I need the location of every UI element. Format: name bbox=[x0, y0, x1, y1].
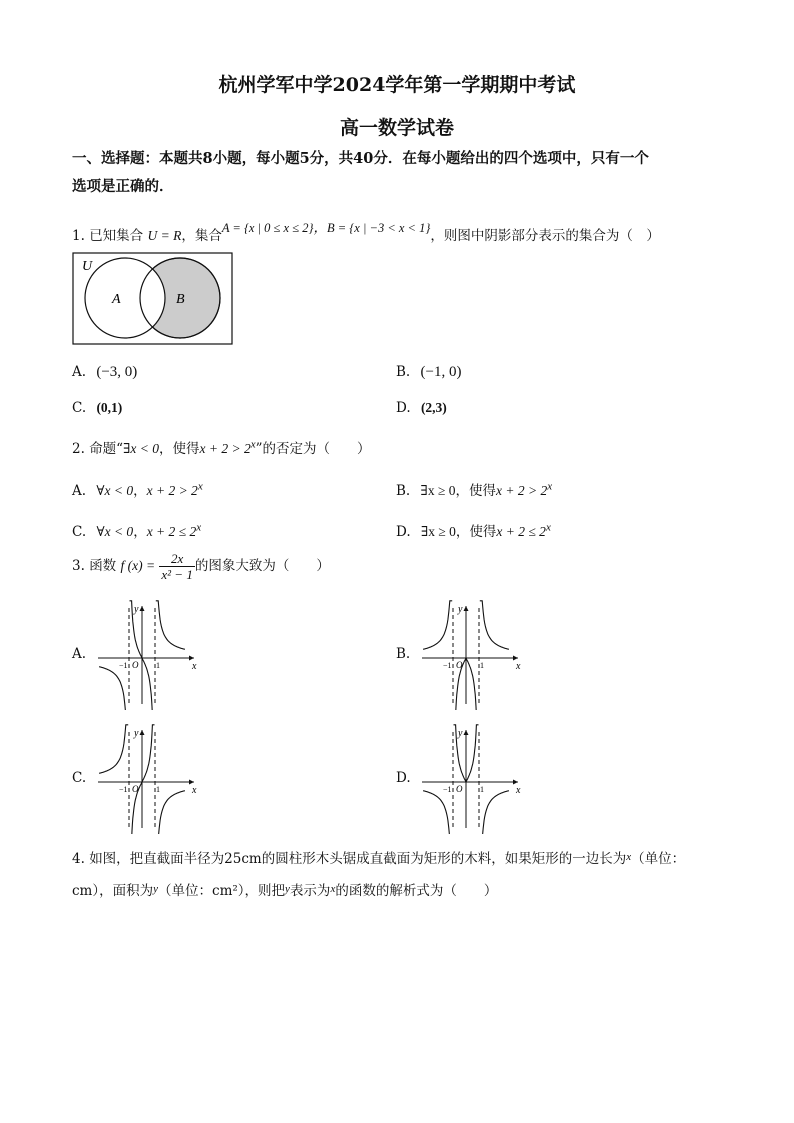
q3-fraction-den: x² − 1 bbox=[161, 567, 193, 582]
q4-var-y-2: y bbox=[285, 883, 290, 895]
q1-option-a-label: A. bbox=[72, 364, 87, 380]
exam-subtitle: 高一数学试卷 bbox=[339, 117, 454, 139]
x-axis-arrow bbox=[189, 780, 194, 785]
q3-fraction bbox=[159, 551, 194, 582]
q1-text-3: ，则图中阴影部分表示的集合为（ ） bbox=[430, 228, 660, 244]
q3-option-a-label[interactable]: A. bbox=[72, 646, 87, 662]
tick-neg-one: −1 bbox=[119, 785, 128, 794]
q2-option-a-exp: x bbox=[197, 480, 203, 493]
q3-fraction-num: 2x bbox=[159, 551, 194, 567]
x-axis-label: x bbox=[192, 661, 197, 672]
q3-function: f (x) = bbox=[120, 558, 156, 573]
q2-option-b[interactable] bbox=[396, 479, 552, 499]
q2-option-c-exp: x bbox=[196, 521, 202, 534]
q3-option-d-label[interactable]: D. bbox=[396, 770, 411, 786]
q2-option-b-quant: ∃x ≥ 0 bbox=[420, 483, 456, 498]
curve-left bbox=[423, 601, 452, 650]
x-axis-arrow bbox=[189, 656, 194, 661]
q4-var-y: y bbox=[153, 883, 159, 895]
q4-var-x: x bbox=[626, 851, 632, 863]
q2-text-3: ”的否定为（ ） bbox=[255, 441, 371, 457]
tick-neg-one: −1 bbox=[443, 785, 452, 794]
q2-option-c-quant: ∀x < 0 bbox=[96, 524, 134, 539]
q1-option-a-value: (−3, 0) bbox=[96, 364, 138, 380]
origin-label: O bbox=[456, 660, 463, 670]
x-axis-arrow bbox=[513, 656, 518, 661]
exam-title: 杭州学军中学2024学年第一学期期中考试 bbox=[218, 74, 576, 96]
tick-neg-one: −1 bbox=[443, 661, 452, 670]
curve-right bbox=[480, 601, 509, 650]
section-heading bbox=[72, 145, 732, 201]
q4-unit-1: （单位： bbox=[631, 851, 686, 867]
q4-number: 4. bbox=[72, 851, 85, 867]
q1-option-d-value: (2,3) bbox=[420, 400, 447, 415]
q2-option-d-quant: ∃x ≥ 0 bbox=[420, 524, 456, 539]
question-2 bbox=[72, 437, 371, 457]
q1-option-b-value: (−1, 0) bbox=[420, 364, 462, 380]
q2-option-c-sep: ， bbox=[133, 524, 147, 540]
q3-option-c-label[interactable]: C. bbox=[72, 770, 87, 786]
y-axis-arrow bbox=[464, 606, 469, 611]
q2-option-c-label: C. bbox=[72, 524, 87, 540]
q2-option-b-label: B. bbox=[396, 483, 411, 499]
q2-number: 2. bbox=[72, 441, 85, 457]
curve-left bbox=[99, 667, 128, 710]
q3-graph-a[interactable] bbox=[94, 600, 204, 710]
q2-option-d-sep: ，使得 bbox=[455, 524, 497, 540]
q4-line-1: 如图，把直截面半径为25cm的圆柱形木头锯成直截面为矩形的木料，如果矩形的一边长为 bbox=[89, 851, 627, 867]
question-4-line-2 bbox=[72, 879, 497, 899]
label-b: B bbox=[176, 292, 185, 307]
q2-exponent: x bbox=[250, 438, 256, 451]
q2-text-1: 命题“ bbox=[89, 441, 124, 457]
q1-option-d-label: D. bbox=[396, 400, 411, 416]
q1-option-a[interactable] bbox=[72, 364, 137, 381]
set-a-circle bbox=[85, 258, 165, 338]
q2-option-a-quant: ∀x < 0 bbox=[96, 483, 134, 498]
q1-text-1: 已知集合 bbox=[89, 228, 144, 244]
q1-option-b[interactable] bbox=[396, 364, 461, 381]
curve-right bbox=[156, 601, 185, 650]
q2-option-d-label: D. bbox=[396, 524, 411, 540]
origin-label: O bbox=[132, 660, 139, 670]
y-axis-label: y bbox=[134, 604, 139, 615]
q2-option-c-expr: x + 2 ≤ 2 bbox=[146, 524, 197, 539]
q1-option-d[interactable] bbox=[396, 400, 447, 416]
y-axis-arrow bbox=[464, 730, 469, 735]
curve-left bbox=[423, 791, 452, 834]
curve-right bbox=[480, 791, 509, 834]
origin-label: O bbox=[456, 784, 463, 794]
label-u: U bbox=[82, 259, 93, 274]
q1-set-b: B = {x | −3 < x < 1} bbox=[326, 221, 431, 235]
q2-option-b-exp: x bbox=[547, 480, 553, 493]
tick-pos-one: 1 bbox=[480, 661, 484, 670]
question-3 bbox=[72, 551, 330, 582]
section-line-2: 选项是正确的． bbox=[72, 178, 174, 195]
q1-option-b-label: B. bbox=[396, 364, 411, 380]
q1-text-2: ，集合 bbox=[181, 228, 222, 244]
x-axis-arrow bbox=[513, 780, 518, 785]
q2-option-d-expr: x + 2 ≤ 2 bbox=[496, 524, 546, 539]
q3-number: 3. bbox=[72, 558, 85, 574]
q3-graph-b[interactable] bbox=[418, 600, 528, 710]
q2-condition: ∃x < 0 bbox=[123, 441, 160, 456]
q2-option-c[interactable] bbox=[72, 520, 201, 540]
curve-left bbox=[99, 725, 128, 774]
q4-line-2c: 表示为 bbox=[289, 883, 331, 899]
q3-option-b-label[interactable]: B. bbox=[396, 646, 411, 662]
venn-diagram bbox=[72, 252, 234, 346]
q1-set-u: U = R bbox=[147, 228, 182, 243]
q1-option-c-label: C. bbox=[72, 400, 87, 416]
q4-line-2b: （单位：cm²），则把 bbox=[158, 883, 286, 899]
y-axis-label: y bbox=[134, 728, 139, 739]
q1-set-a: A = {x | 0 ≤ x ≤ 2} bbox=[221, 221, 314, 235]
section-line-1: 一、选择题：本题共8小题，每小题5分，共40分．在每小题给出的四个选项中，只有一个 bbox=[72, 150, 649, 167]
tick-pos-one: 1 bbox=[156, 785, 160, 794]
q2-option-b-sep: ，使得 bbox=[455, 483, 496, 499]
origin-label: O bbox=[132, 784, 139, 794]
x-axis-label: x bbox=[192, 785, 197, 796]
tick-neg-one: −1 bbox=[119, 661, 128, 670]
x-axis-label: x bbox=[516, 785, 521, 796]
q3-graph-c[interactable] bbox=[94, 724, 204, 834]
q2-option-a-label: A. bbox=[72, 483, 87, 499]
y-axis-arrow bbox=[140, 730, 145, 735]
q3-graph-d[interactable] bbox=[418, 724, 528, 834]
q4-var-x-2: x bbox=[330, 883, 336, 895]
q1-number: 1. bbox=[72, 228, 85, 244]
tick-pos-one: 1 bbox=[156, 661, 160, 670]
q4-line-2a: cm），面积为 bbox=[72, 883, 154, 899]
q2-option-a-sep: ， bbox=[133, 483, 147, 499]
q2-option-a-expr: x + 2 > 2 bbox=[146, 483, 198, 498]
q1-option-c-value: (0,1) bbox=[96, 400, 123, 415]
y-axis-label: y bbox=[458, 728, 463, 739]
q2-inequality: x + 2 > 2 bbox=[199, 441, 251, 456]
q2-option-d[interactable] bbox=[396, 520, 551, 540]
q3-text-1: 函数 bbox=[89, 558, 117, 574]
x-axis-label: x bbox=[516, 661, 521, 672]
question-4 bbox=[72, 847, 685, 867]
tick-pos-one: 1 bbox=[480, 785, 484, 794]
question-1 bbox=[72, 220, 660, 244]
label-a: A bbox=[112, 292, 121, 307]
q2-option-a[interactable] bbox=[72, 479, 203, 499]
q1-option-c[interactable] bbox=[72, 400, 122, 416]
q2-option-d-exp: x bbox=[545, 521, 551, 534]
q4-line-2d: 的函数的解析式为（ ） bbox=[335, 883, 498, 899]
q1-sep: ， bbox=[313, 220, 327, 235]
y-axis-arrow bbox=[140, 606, 145, 611]
y-axis-label: y bbox=[458, 604, 463, 615]
q2-text-2: ，使得 bbox=[159, 441, 200, 457]
q3-text-2: 的图象大致为（ ） bbox=[194, 558, 330, 574]
q2-option-b-expr: x + 2 > 2 bbox=[496, 483, 548, 498]
curve-right bbox=[156, 791, 185, 834]
